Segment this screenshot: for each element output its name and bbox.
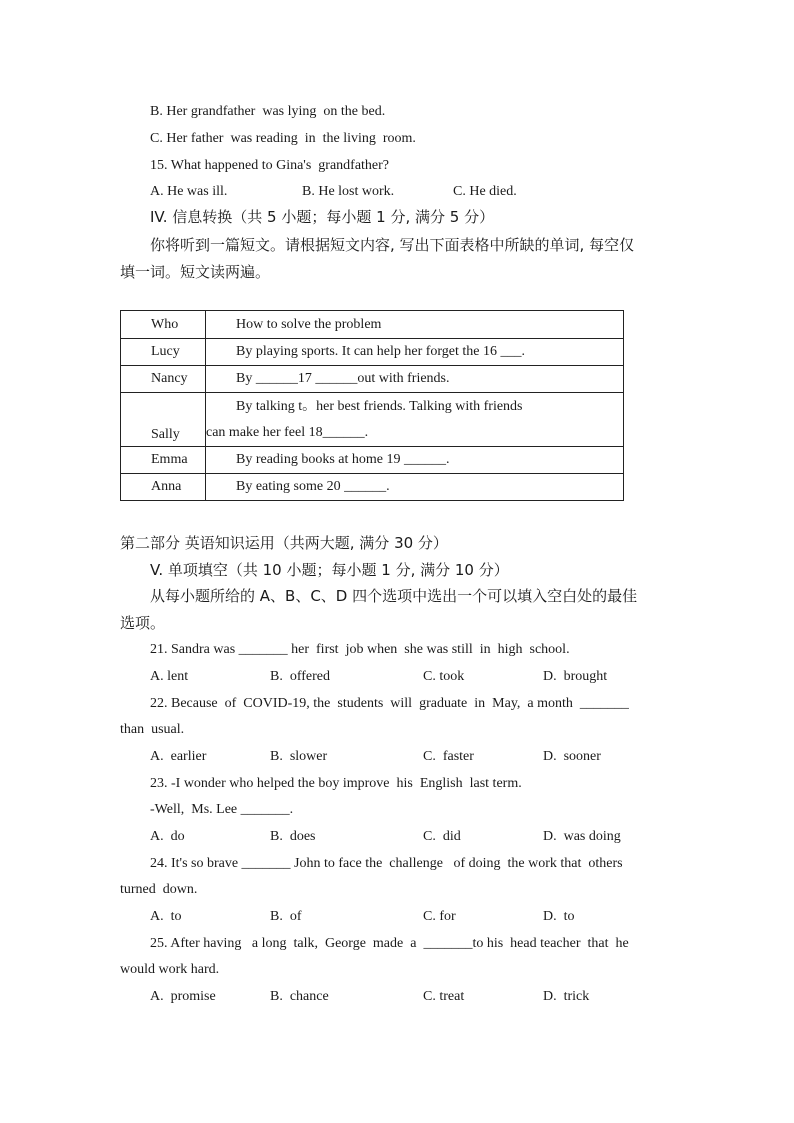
q23-option-a: A. do [150,829,185,844]
q24-option-a: A. to [150,909,182,924]
table-header-who: Who [121,311,206,339]
table-cell-how: By ______17 ______out with friends. [206,366,624,393]
q24-question-cont: turned down. [120,882,198,897]
q25-option-a: A. promise [150,989,216,1004]
q15-option-b: B. He lost work. [302,184,395,199]
table-row [121,474,624,501]
q24-question: 24. It's so brave _______ John to face the challenge of doing the work that others [150,856,623,871]
table-row [121,339,624,366]
table-cell-how: By reading books at home 19 ______. [206,447,624,474]
part4-instruction-1: 你将听到一篇短文。请根据短文内容, 写出下面表格中所缺的单词, 每空仅 [150,236,635,254]
table-cell-how-line-1: By talking t。her best friends. Talking with friends [236,398,523,414]
q21-option-d: D. brought [543,669,608,684]
q25-option-d: D. trick [543,989,590,1004]
table-header-how: How to solve the problem [206,311,624,339]
q22-option-a: A. earlier [150,749,207,764]
table-cell-how: By playing sports. It can help her forget the 16 ___. [206,339,624,366]
table-row [121,447,624,474]
info-table [120,310,624,501]
q21-option-a: A. lent [150,669,189,684]
q15-question: 15. What happened to Gina's grandfather? [150,158,390,173]
table-header-row [121,311,624,339]
q25-option-b: B. chance [270,989,329,1004]
q22-option-d: D. sooner [543,749,601,764]
q25-question: 25. After having a long talk, George made a _______to his head teacher that he [150,936,629,951]
section5-title: V. 单项填空（共 10 小题；每小题 1 分, 满分 10 分） [150,561,509,579]
q14-option-b: B. Her grandfather was lying on the bed. [150,104,386,119]
q22-question-cont: than usual. [120,722,185,737]
table-cell-who: Sally [121,393,206,447]
part4-instruction-2: 填一词。短文读两遍。 [120,263,271,281]
part4-title: IV. 信息转换（共 5 小题；每小题 1 分, 满分 5 分） [150,208,495,226]
q22-question: 22. Because of COVID-19, the students will graduate in May, a month _______ [150,696,629,711]
part2-title: 第二部分 英语知识运用（共两大题, 满分 30 分） [120,534,448,552]
table-cell-who: Lucy [121,339,206,366]
q23-option-b: B. does [270,829,316,844]
q15-option-c: C. He died. [453,184,517,199]
section5-instruction-1: 从每小题所给的 A、B、C、D 四个选项中选出一个可以填入空白处的最佳 [150,587,638,605]
section5-instruction-2: 选项。 [120,614,166,632]
q21-question: 21. Sandra was _______ her first job when she was still in high school. [150,642,570,657]
q22-option-b: B. slower [270,749,328,764]
q24-option-b: B. of [270,909,302,924]
q23-option-c: C. did [423,829,461,844]
q15-option-a: A. He was ill. [150,184,228,199]
table-row [121,366,624,393]
table-cell-who: Nancy [121,366,206,393]
table-cell-who: Anna [121,474,206,501]
table-cell-how-line-2: can make her feel 18______. [206,424,369,440]
q21-option-c: C. took [423,669,465,684]
q25-question-cont: would work hard. [120,962,220,977]
q23-option-d: D. was doing [543,829,621,844]
q25-option-c: C. treat [423,989,465,1004]
table-cell-how: By eating some 20 ______. [206,474,624,501]
q24-option-c: C. for [423,909,456,924]
q23-question-cont: -Well, Ms. Lee _______. [150,802,294,817]
table-cell-who: Emma [121,447,206,474]
q22-option-c: C. faster [423,749,474,764]
table-row [121,393,624,447]
table-cell-how [206,393,624,447]
q23-question: 23. -I wonder who helped the boy improve his English last term. [150,776,522,791]
q24-option-d: D. to [543,909,575,924]
q14-option-c: C. Her father was reading in the living room. [150,131,416,146]
q21-option-b: B. offered [270,669,330,684]
